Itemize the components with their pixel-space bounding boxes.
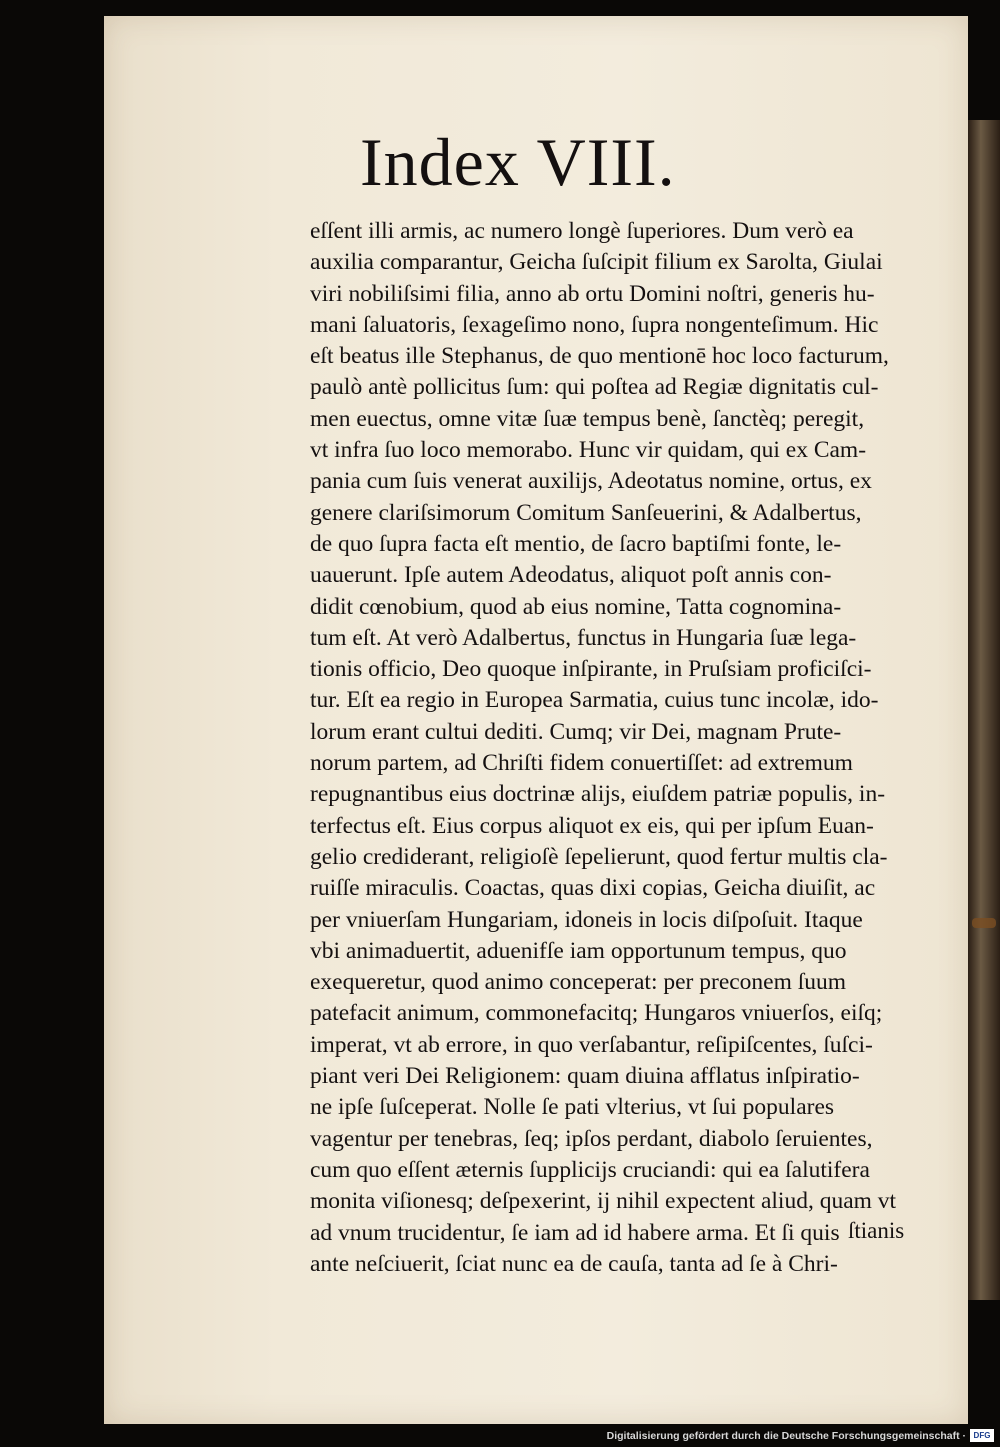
page-edge-mark [972,918,996,928]
text-line: patefacit animum, commonefacitq; Hungaros vniuerſos, eiſq; [310,1000,883,1027]
text-line: ne ipſe ſuſceperat. Nolle ſe pati vlterius, vt ſui populares [310,1094,835,1121]
text-line: tur. Eſt ea regio in Europea Sarmatia, cuius tunc incolæ, ido- [310,687,879,714]
text-line: norum partem, ad Chriſti fidem conuertiſſet: ad extremum [310,750,853,777]
dfg-logo[interactable]: DFG [970,1429,994,1442]
text-line: gelio crediderant, religioſè ſepelierunt, quod fertur multis cla- [310,843,888,870]
text-line: mani ſaluatoris, ſexageſimo nono, ſupra nongenteſimum. Hic [310,311,879,338]
footer-bar [0,1425,1000,1447]
text-line: vagentur per tenebras, ſeq; ipſos perdant, diabolo ſeruientes, [310,1125,873,1152]
text-line: men euectus, omne vitæ ſuæ tempus benè, ſanctèq; peregit, [310,405,865,432]
text-line: exequeretur, quod animo conceperat: per preconem ſuum [310,969,847,996]
text-line: ruiſſe miraculis. Coactas, quas dixi copias, Geicha diuiſit, ac [310,875,876,902]
text-line: vt infra ſuo loco memorabo. Hunc vir quidam, qui ex Cam- [310,437,867,464]
text-line: ad vnum trucidentur, ſe iam ad id habere arma. Et ſi quis [310,1219,840,1246]
text-line: pania cum ſuis venerat auxilijs, Adeotatus nomine, ortus, ex [310,468,872,495]
text-line: tum eſt. At verò Adalbertus, functus in Hungaria ſuæ lega- [310,624,857,651]
text-line: ante neſciuerit, ſciat nunc ea de cauſa, tanta ad ſe à Chri- [310,1250,838,1277]
body-text [310,216,930,1280]
footer-credit: Digitalisierung gefördert durch die Deutsche Forschungsgemeinschaft · [606,1430,966,1442]
text-line: monita viſionesq; deſpexerint, ij nihil expectent aliud, quam vt [310,1188,897,1215]
text-line: didit cœnobium, quod ab eius nomine, Tatta cognomina- [310,593,842,620]
text-line: repugnantibus eius doctrinæ alijs, eiuſdem patriæ populis, in- [310,781,886,808]
bleed-through [305,145,365,161]
text-line: vbi animaduertit, aduenifſe iam opportunum tempus, quo [310,937,847,964]
text-line: imperat, vt ab errore, in quo verſabantur, reſipiſcentes, ſuſci- [310,1031,873,1058]
text-line: paulò antè pollicitus ſum: qui poſtea ad Regiæ dignitatis cul- [310,374,879,401]
text-line: genere clariſsimorum Comitum Sanſeuerini, & Adalbertus, [310,499,862,526]
text-line: de quo ſupra facta eſt mentio, de ſacro baptiſmi fonte, le- [310,530,842,557]
text-line: lorum erant cultui dediti. Cumq; vir Dei, magnam Prute- [310,718,842,745]
text-line: viri nobiliſsimi filia, anno ab ortu Domini noſtri, generis hu- [310,280,875,307]
text-line: uauerunt. Ipſe autem Adeodatus, aliquot poſt annis con- [310,562,832,589]
text-line: eſt beatus ille Stephanus, de quo mentionē hoc loco facturum, [310,343,889,370]
page-title: Index VIII. [360,124,676,200]
catchword: ſtianis [848,1218,905,1243]
text-line: tionis officio, Deo quoque inſpirante, in Pruſsiam proficiſci- [310,656,872,683]
text-line: per vniuerſam Hungariam, idoneis in locis diſpoſuit. Itaque [310,906,863,933]
text-line: eſſent illi armis, ac numero longè ſuperiores. Dum verò ea [310,218,854,244]
text-line: auxilia comparantur, Geicha ſuſcipit filium ex Sarolta, Giulai [310,249,883,276]
text-line: terfectus eſt. Eius corpus aliquot ex eis, qui per ipſum Euan- [310,812,874,839]
page-edge [968,120,1000,1300]
bleed-through-title [770,140,830,192]
text-line: piant veri Dei Religionem: quam diuina afflatus inſpiratio- [310,1063,860,1090]
text-line: cum quo eſſent æternis ſupplicijs cruciandi: qui ea ſalutifera [310,1156,870,1183]
